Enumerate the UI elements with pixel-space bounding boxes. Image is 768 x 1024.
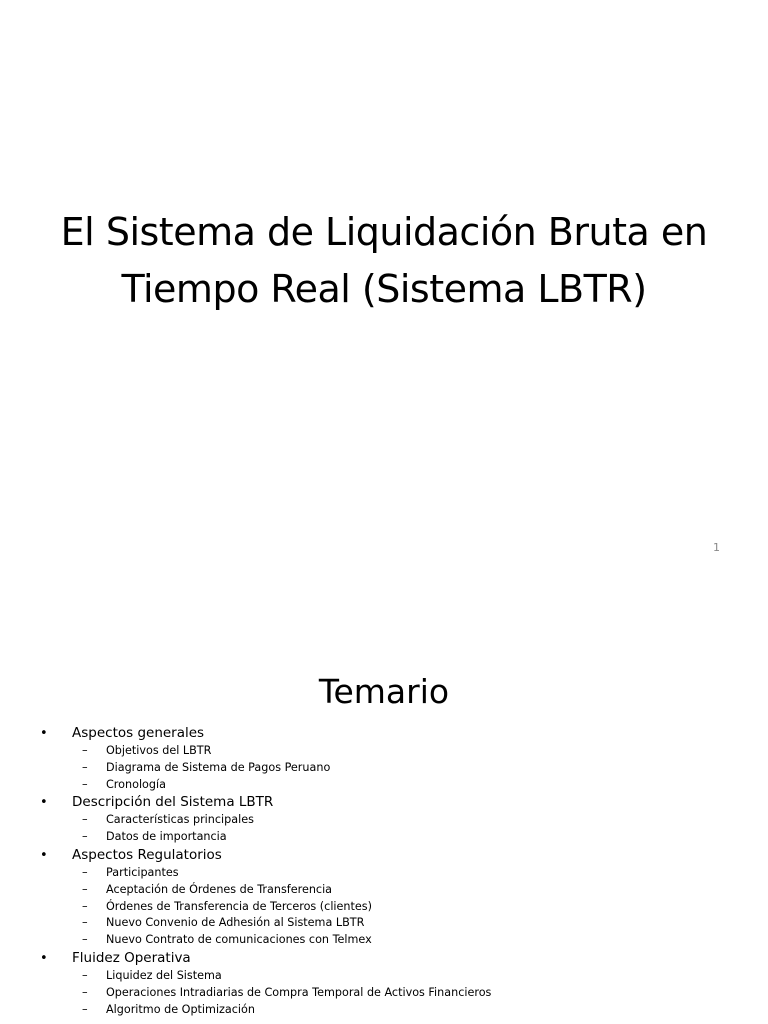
agenda-subitem: [72, 777, 491, 794]
agenda-subitem-label: Cronología: [106, 777, 166, 791]
agenda-subitem: [72, 985, 491, 1002]
agenda-subitem-label: Liquidez del Sistema: [106, 968, 222, 982]
agenda-subitems: [72, 812, 491, 846]
dash-icon: –: [82, 968, 88, 982]
agenda-subitem-label: Nuevo Contrato de comunicaciones con Telmex: [106, 933, 372, 947]
bullet-icon: •: [40, 795, 48, 811]
agenda-subitem: [72, 932, 491, 949]
agenda-subitem-label: Algoritmo de Optimización: [106, 1002, 255, 1016]
agenda-subitem-label: Datos de importancia: [106, 830, 227, 844]
agenda-section: [40, 950, 491, 1018]
dash-icon: –: [82, 744, 88, 757]
agenda-section-label: Aspectos generales: [72, 725, 205, 741]
slide-title-line-1: El Sistema de Liquidación Bruta en: [60, 210, 708, 254]
slide-title: [0, 204, 768, 318]
agenda-list: [40, 725, 491, 1019]
slide-title-line-2: Tiempo Real (Sistema LBTR): [121, 267, 647, 311]
dash-icon: –: [82, 933, 88, 947]
dash-icon: –: [82, 760, 88, 774]
agenda-slide: [0, 640, 768, 1024]
dash-icon: –: [82, 899, 88, 913]
agenda-subitem-label: Participantes: [106, 865, 179, 879]
agenda-subitem: [72, 899, 491, 916]
agenda-section: [40, 847, 491, 949]
agenda-subitem-label: Objetivos del LBTR: [106, 744, 212, 757]
agenda-subitem: [72, 812, 491, 829]
dash-icon: –: [82, 865, 88, 879]
dash-icon: –: [82, 830, 88, 844]
agenda-subitem: [72, 1002, 491, 1019]
bullet-icon: •: [40, 950, 48, 966]
dash-icon: –: [82, 985, 88, 999]
agenda-subitems: [72, 968, 491, 1018]
dash-icon: –: [82, 1002, 88, 1016]
agenda-section-label: Aspectos Regulatorios: [72, 846, 222, 863]
agenda-subitem: [72, 829, 491, 846]
agenda-section-label: Fluidez Operativa: [72, 949, 191, 966]
agenda-subitem: [72, 968, 491, 985]
agenda-section: [40, 725, 491, 793]
agenda-section-label: Descripción del Sistema LBTR: [72, 794, 274, 811]
agenda-subitem-label: Aceptación de Órdenes de Transferencia: [106, 882, 333, 896]
bullet-icon: •: [40, 726, 48, 741]
bullet-icon: •: [40, 847, 48, 863]
agenda-subitem: [72, 760, 491, 777]
page-number: 1: [713, 541, 720, 554]
dash-icon: –: [82, 916, 88, 930]
dash-icon: –: [82, 777, 88, 791]
agenda-section: [40, 794, 491, 846]
agenda-subitems: [72, 743, 491, 793]
agenda-subitem: [72, 865, 491, 882]
agenda-subitem-label: Características principales: [106, 813, 254, 827]
agenda-subitem-label: Órdenes de Transferencia de Terceros (clientes): [106, 899, 372, 913]
dash-icon: –: [82, 813, 88, 827]
agenda-subitem: [72, 743, 491, 760]
dash-icon: –: [82, 882, 88, 896]
agenda-subitems: [72, 865, 491, 949]
agenda-title: Temario: [318, 672, 450, 711]
agenda-subitem-label: Diagrama de Sistema de Pagos Peruano: [106, 760, 331, 774]
agenda-subitem: [72, 915, 491, 932]
agenda-subitem: [72, 882, 491, 899]
agenda-subitem-label: Operaciones Intradiarias de Compra Temporal de Activos Financieros: [106, 985, 492, 999]
agenda-subitem-label: Nuevo Convenio de Adhesión al Sistema LBTR: [106, 916, 365, 930]
